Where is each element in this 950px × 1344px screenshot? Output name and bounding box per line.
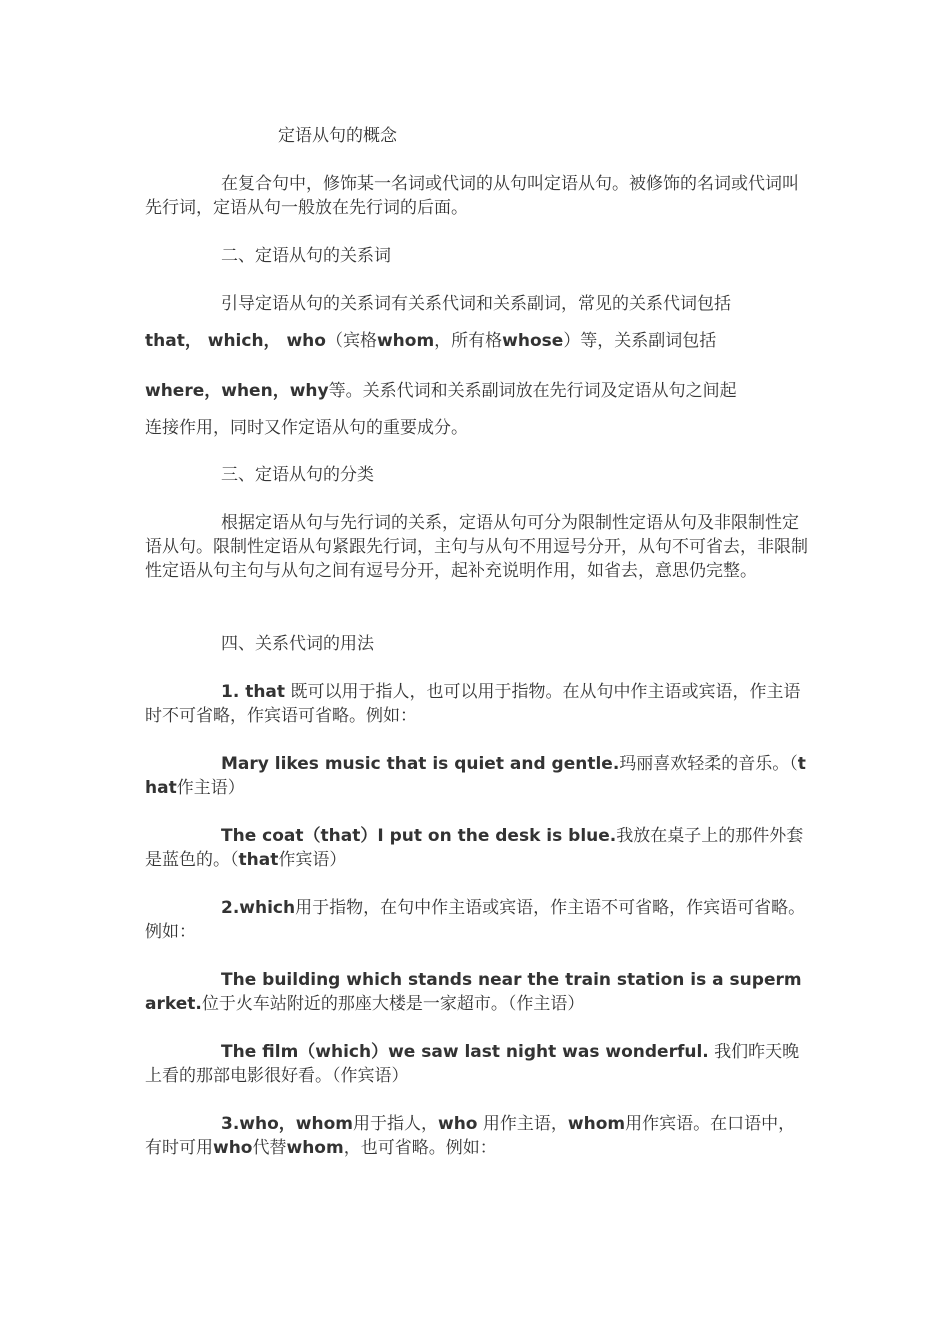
bold-text: whom (286, 1138, 344, 1158)
bold-text: that (145, 754, 806, 798)
plain-text: （宾格 (325, 331, 377, 351)
plain-text: 用作主语， (477, 1114, 568, 1134)
paragraph-who-whom-usage (145, 1112, 810, 1160)
bold-text: that， which， who (145, 331, 326, 351)
bold-text: The film（which）we saw last night was wonderful. (221, 1042, 709, 1062)
bold-text: whom (376, 331, 435, 351)
bold-text: 3.who，whom (221, 1114, 353, 1134)
plain-text: 代替 (252, 1138, 287, 1158)
bold-text: The building which stands near the train station is a supermarket. (145, 970, 802, 1014)
bold-text: whom (567, 1114, 626, 1134)
bold-text: who (213, 1138, 253, 1158)
bold-text: where，when，why (145, 381, 329, 401)
plain-text: 位于火车站附近的那座大楼是一家超市。（作主语） (201, 994, 585, 1014)
plain-text: 玛丽喜欢轻柔的音乐。（ (619, 754, 798, 774)
bold-text: Mary likes music that is quiet and gentle. (221, 754, 620, 774)
plain-text: 用作宾语。在口语中，有时可用 (145, 1114, 796, 1158)
paragraph-relative-words-line2 (145, 329, 716, 353)
example-4 (145, 1040, 810, 1088)
paragraph-relative-words-line4: 连接作用，同时又作定语从句的重要成分。 (145, 418, 468, 438)
heading-pronoun-usage: 四、关系代词的用法 (221, 634, 374, 654)
plain-text: 用于指物，在句中作主语或宾语，作主语不可省略，作宾语可省略。例如： (145, 898, 806, 942)
plain-text: 我放在桌子上的那件外套是蓝色的。（ (145, 826, 804, 870)
paragraph-classification: 根据定语从句与先行词的关系，定语从句可分为限制性定语从句及非限制性定语从句。限制性定语从句紧跟先行词，主句与从句不用逗号分开，从句不可省去，非限制性定语从句主句与从句之间有逗号分开，起补充说明作用，如省去，意思仍完整。 (145, 513, 808, 581)
bold-text: 1. that (221, 682, 286, 702)
bold-text: that (238, 850, 279, 870)
plain-text: ，所有格 (434, 331, 503, 351)
heading-classification: 三、定语从句的分类 (221, 465, 374, 485)
example-1 (145, 752, 810, 800)
paragraph-relative-words-line3 (145, 379, 737, 403)
bold-text: The coat（that）I put on the desk is blue. (221, 826, 617, 846)
plain-text: 用于指人， (352, 1114, 438, 1134)
plain-text: ）等，关系副词包括 (563, 331, 717, 351)
bold-text: who (437, 1114, 478, 1134)
example-3 (145, 968, 810, 1016)
plain-text: 等。关系代词和关系副词放在先行词及定语从句之间起 (328, 381, 737, 401)
example-2 (145, 824, 810, 872)
plain-text: ，也可省略。例如： (343, 1138, 497, 1158)
paragraph-definition: 在复合句中，修饰某一名词或代词的从句叫定语从句。被修饰的名词或代词叫先行词，定语从句一般放在先行词的后面。 (145, 174, 799, 218)
paragraph-relative-words-line1: 引导定语从句的关系词有关系代词和关系副词，常见的关系代词包括 (221, 294, 731, 314)
heading-relative-words: 二、定语从句的关系词 (221, 246, 391, 266)
bold-text: 2.which (221, 898, 296, 918)
plain-text: 我们昨天晚上看的那部电影很好看。（作宾语） (145, 1042, 800, 1086)
paragraph-that-usage (145, 680, 810, 728)
plain-text: 既可以用于指人，也可以用于指物。在从句中作主语或宾语，作主语时不可省略，作宾语可省略。例如： (145, 682, 801, 726)
paragraph-which-usage (145, 896, 810, 944)
plain-text: 作主语） (176, 778, 245, 798)
bold-text: whose (502, 331, 564, 351)
document-title: 定语从句的概念 (278, 126, 397, 146)
plain-text: 作宾语） (278, 850, 347, 870)
